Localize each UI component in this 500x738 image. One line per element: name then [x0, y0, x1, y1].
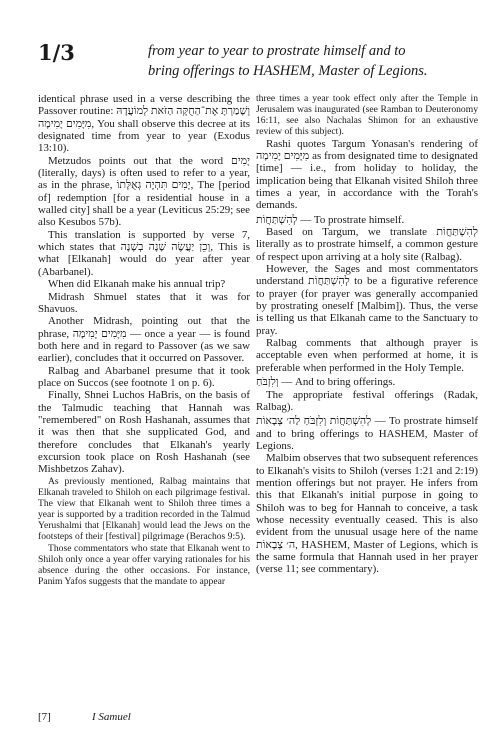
book-title: I Samuel — [92, 711, 131, 723]
commentary-paragraph: identical phrase used in a verse describing the Passover routine: וְשָׁמַרְתָּ אֶת־הַחֻקָּה הַזֹּאת לְמוֹעֲדָהּ מִיָּמִים יָמִימָה, You shall observe this decree at its designated time from year to year (Exodus 13:10). — [38, 93, 250, 155]
page-number: [7] — [38, 711, 51, 723]
commentary-paragraph: וְלִזְבֹּחַ — And to bring offerings. — [256, 376, 396, 389]
commentary-paragraph: Ralbag comments that although prayer is acceptable even when performed at home, it is preferable when performed in the Holy Temple. — [256, 337, 478, 374]
commentary-paragraph: Based on Targum, we translate לְהִשְׁתַּחֲוֹת literally as to prostrate himself, a common gesture of respect upon arriving at a holy site (Ralbag). — [256, 226, 478, 263]
commentary-paragraph: לְהִשְׁתַּחֲוֹת וְלִזְבֹּחַ לַה׳ צְבָאוֹת — To prostrate himself and to bring offerings to HASHEM, Master of Legions. — [256, 415, 478, 452]
verse-line-2: bring offerings to HASHEM, Master of Legions. — [148, 63, 428, 79]
right-commentary-column — [256, 93, 478, 576]
commentary-paragraph: Midrash Shmuel states that it was for Shavuos. — [38, 290, 250, 315]
commentary-paragraph: However, the Sages and most commentators understand לְהִשְׁתַּחֲוֹת to be a figurative reference to prayer (for prayer was generally accompanied by prostrating oneself [Malbim]). Thus, the verse is telling us that Elkanah came to the Sanctuary to pray. — [256, 263, 478, 337]
commentary-paragraph: Malbim observes that two subsequent references to Elkanah's visits to Shiloh (verses 1:21 and 2:19) mention offerings but not prayer. He infers from this that Elkanah's initial purpose in going to Shiloh was to beg for Hannah to conceive, a task whose necessity eventually ceased. This is also evident from the unusual usage here of the name ה׳ צְבָאוֹת, HASHEM, Master of Legions, which is the same formula that Hannah used in her prayer (verse 11; see commentary). — [256, 452, 479, 576]
commentary-paragraph: three times a year took effect only after the Temple in Jerusalem was inaugurated (see Ramban to Deuteronomy 16:11, see also Nachalas Shimon for an exhaustive review of this subject). — [256, 93, 478, 138]
commentary-paragraph: Another Midrash, pointing out that the phrase, מִיָּמִים יָמִימָה — once a year — is found both here and in regard to Passover (as we saw earlier), concludes that it occurred on Passover. — [38, 315, 250, 365]
commentary-paragraph: לְהִשְׁתַּחֲוֹת — To prostrate himself. — [256, 213, 405, 226]
commentary-paragraph: Ralbag and Abarbanel presume that it took place on Succos (see footnote 1 on p. 6). — [38, 364, 250, 389]
chapter-verse-number: 1/3 — [38, 40, 75, 65]
commentary-paragraph: This translation is supported by verse 7, which states that וְכֵן יַעֲשֶׂה שָׁנָה בְשָׁנָה, This is what [Elkanah] would do year after year (Abarbanel). — [38, 228, 250, 278]
commentary-paragraph: Rashi quotes Targum Yonasan's rendering of מִיָּמִים יָמִימָה as from designated time to designated [time] — i.e., from holiday to holiday, the implication being that Elkanah visited Shiloh three times a year, in accordance with the Torah's demands. — [256, 137, 478, 212]
commentary-paragraph: When did Elkanah make his annual trip? — [48, 278, 226, 291]
commentary-paragraph: Those commentators who state that Elkanah went to Shiloh only once a year offer varying rationales for his absence during the other occasions. For instance, Panim Yafos suggests that the mandate to appear — [38, 542, 250, 588]
commentary-paragraph: The appropriate festival offerings (Radak, Ralbag). — [256, 388, 478, 413]
commentary-paragraph: As previously mentioned, Ralbag maintains that Elkanah traveled to Shiloh on each pilgrimage festival. The view that Elkanah went to Shiloh three times a year is supported by a tradition recorded in the Talmud Yerushalmi that [Elkanah] would lead the Jews on the footsteps of their [festival] pilgrimage (Berachos 9:5). — [38, 475, 250, 543]
commentary-paragraph: Metzudos points out that the word יָמִים (literally, days) is often used to refer to a year, as in the phrase, יָמִים תִּהְיֶה גְאֻלָּתוֹ, The [period of] redemption [for a residential house in a walled city] shall be a year (Leviticus 25:29; see also Kesubos 57b). — [38, 154, 250, 229]
commentary-paragraph: Finally, Shnei Luchos HaBris, on the basis of the Talmudic teaching that Hannah was "remembered" on Rosh Hashanah, assumes that it was then that she supplicated God, and therefore concludes that Elkanah's yearly excursion took place on Rosh Hashanah (see Mishbetzos Zahav). — [38, 389, 250, 476]
verse-translation — [148, 41, 488, 81]
verse-line-1: from year to year to prostrate himself and to — [148, 43, 406, 59]
left-commentary-column — [38, 93, 250, 587]
